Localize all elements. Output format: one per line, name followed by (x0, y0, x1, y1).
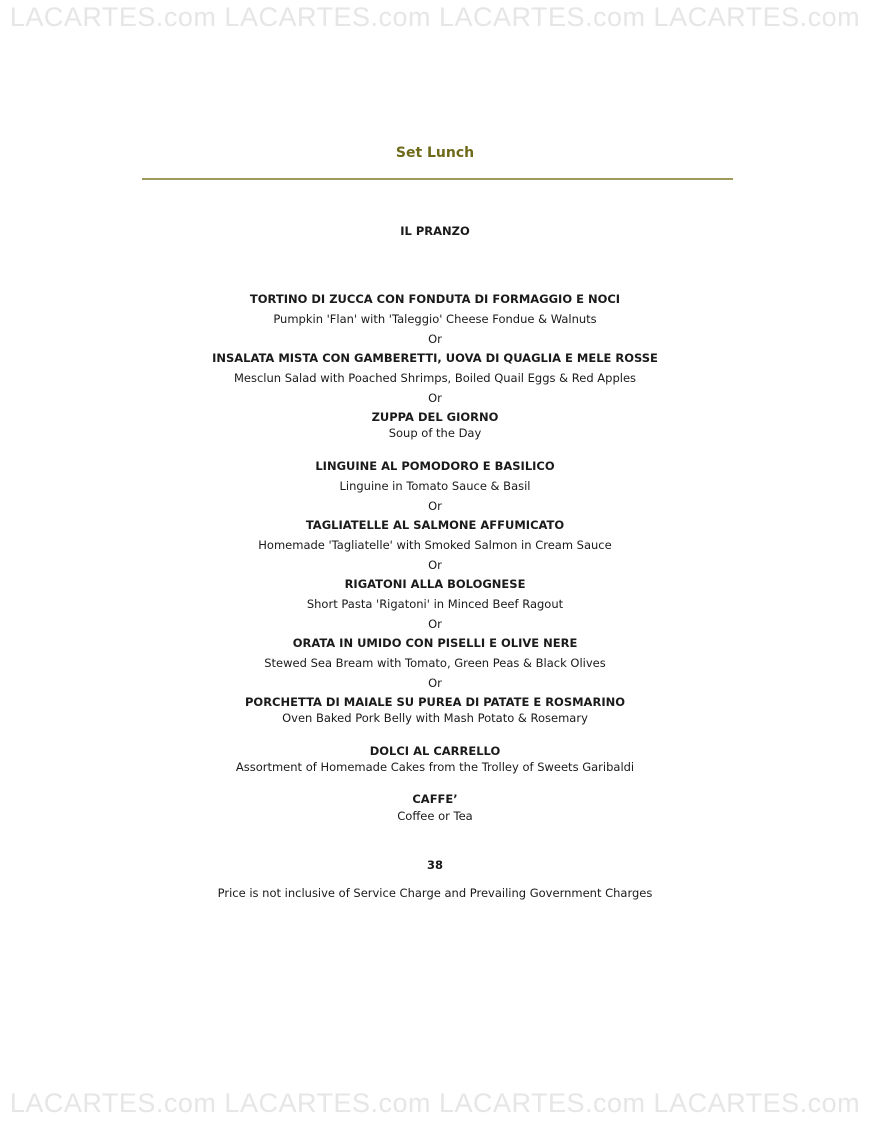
main-1-desc: Linguine in Tomato Sauce & Basil (339, 479, 531, 493)
dessert-name: DOLCI AL CARRELLO (369, 744, 501, 758)
starter-3-desc: Soup of the Day (388, 426, 482, 440)
starter-2-desc: Mesclun Salad with Poached Shrimps, Boiled Quail Eggs & Red Apples (233, 371, 637, 385)
main-3-desc: Short Pasta 'Rigatoni' in Minced Beef Ragout (306, 597, 564, 611)
or-separator: Or (428, 499, 442, 513)
coffee-name: CAFFE’ (412, 792, 458, 806)
or-separator: Or (428, 617, 442, 631)
main-4-name: ORATA IN UMIDO CON PISELLI E OLIVE NERE (292, 636, 578, 650)
watermark-bottom: LACARTES.com LACARTES.com LACARTES.com LACARTES.com (9, 1088, 861, 1118)
or-separator: Or (428, 558, 442, 572)
price: 38 (426, 858, 443, 872)
main-2-desc: Homemade 'Tagliatelle' with Smoked Salmon in Cream Sauce (258, 538, 612, 552)
price-footnote: Price is not inclusive of Service Charge and Prevailing Government Charges (217, 886, 653, 900)
coffee-desc: Coffee or Tea (397, 809, 473, 823)
page-title: Set Lunch (395, 145, 475, 161)
main-3-name: RIGATONI ALLA BOLOGNESE (344, 577, 526, 591)
main-1-name: LINGUINE AL POMODORO E BASILICO (315, 459, 555, 473)
starter-1-desc: Pumpkin 'Flan' with 'Taleggio' Cheese Fondue & Walnuts (273, 312, 597, 326)
starter-1-name: TORTINO DI ZUCCA CON FONDUTA DI FORMAGGIO E NOCI (249, 292, 621, 306)
watermark-top: LACARTES.com LACARTES.com LACARTES.com LACARTES.com (9, 2, 861, 32)
starter-3-name: ZUPPA DEL GIORNO (371, 410, 499, 424)
or-separator: Or (428, 332, 442, 346)
main-4-desc: Stewed Sea Bream with Tomato, Green Peas & Black Olives (264, 656, 606, 670)
starter-2-name: INSALATA MISTA CON GAMBERETTI, UOVA DI QUAGLIA E MELE ROSSE (212, 351, 658, 365)
section-heading: IL PRANZO (400, 224, 470, 238)
or-separator: Or (428, 676, 442, 690)
title-divider (142, 178, 733, 180)
main-5-desc: Oven Baked Pork Belly with Mash Potato & Rosemary (282, 711, 588, 725)
or-separator: Or (428, 391, 442, 405)
main-2-name: TAGLIATELLE AL SALMONE AFFUMICATO (305, 518, 565, 532)
main-5-name: PORCHETTA DI MAIALE SU PUREA DI PATATE E ROSMARINO (244, 695, 625, 709)
dessert-desc: Assortment of Homemade Cakes from the Trolley of Sweets Garibaldi (235, 760, 635, 774)
